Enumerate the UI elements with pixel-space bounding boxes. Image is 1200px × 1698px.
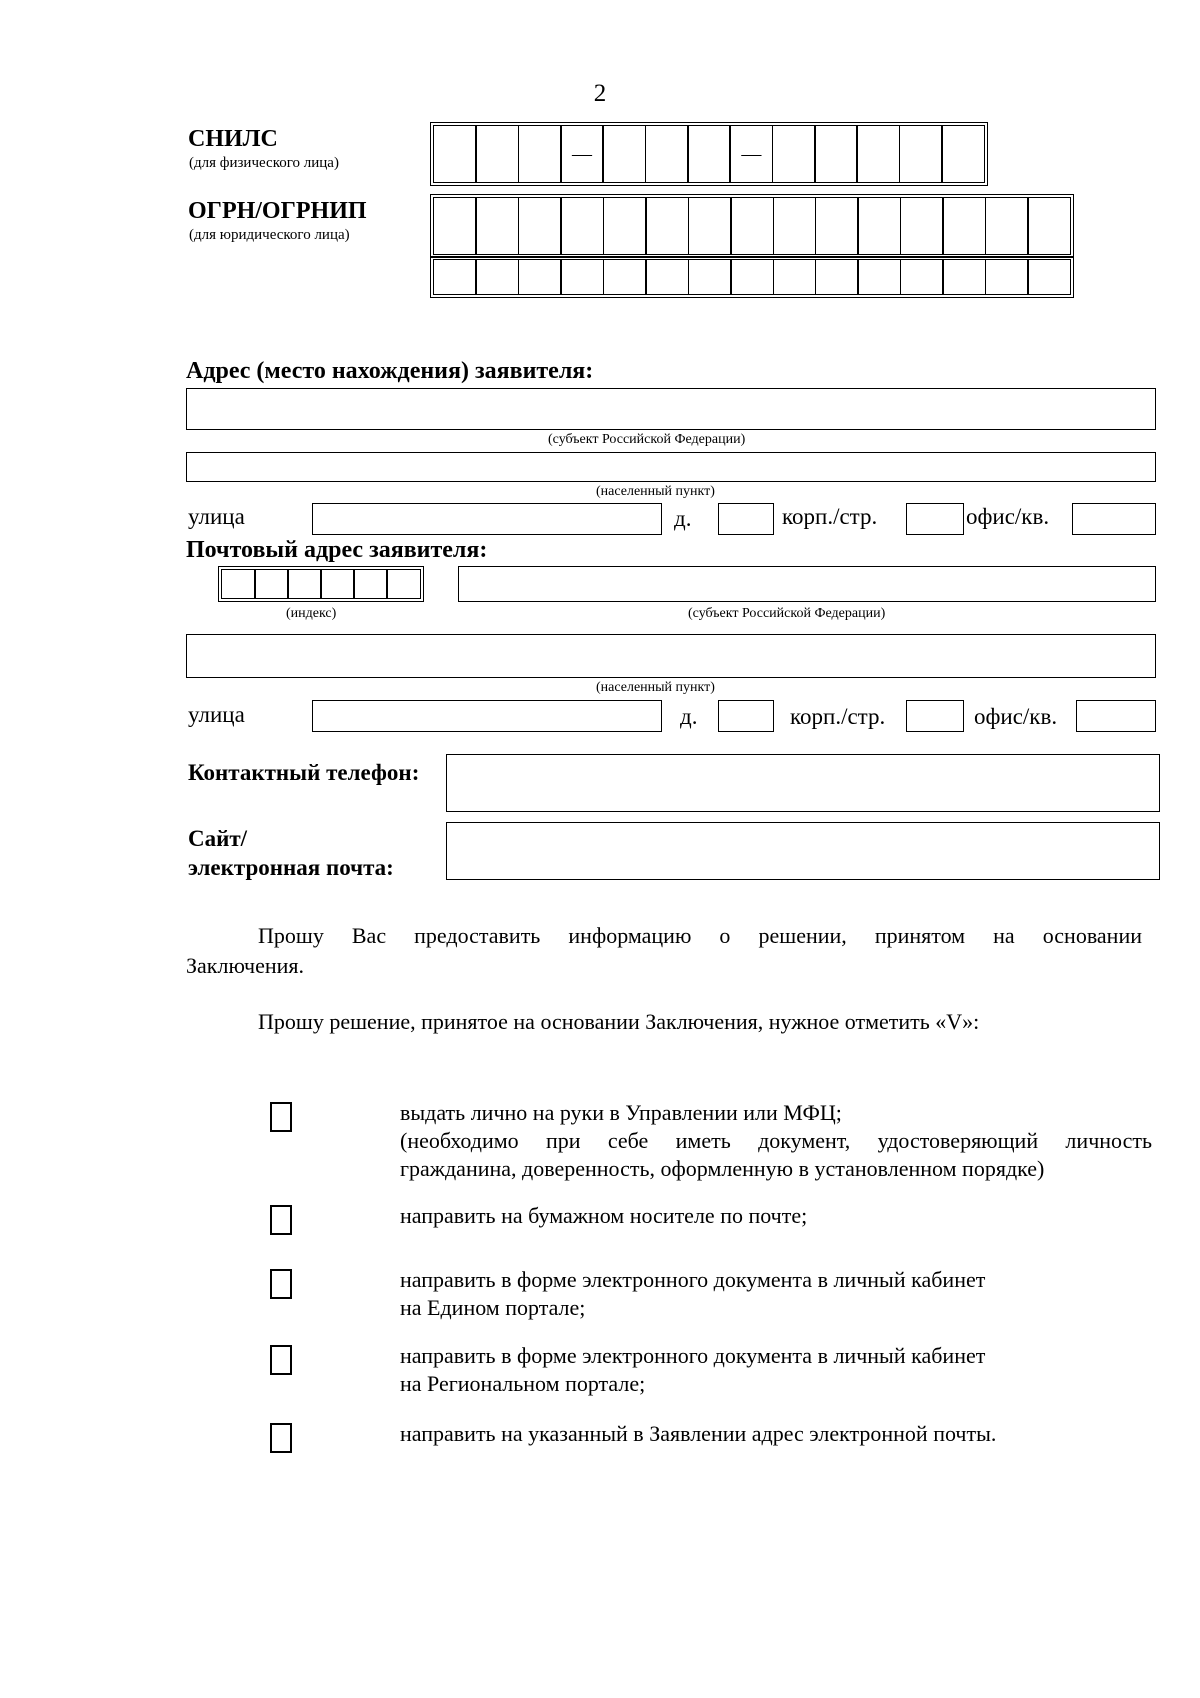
option-regional-portal-line-2: на Региональном портале; <box>400 1371 646 1396</box>
ogrn-row-1-cell[interactable] <box>730 197 774 255</box>
address-heading: Адрес (место нахождения) заявителя: <box>186 358 594 384</box>
postal-index-cell[interactable] <box>353 569 388 599</box>
address-office-label: офис/кв. <box>966 504 1050 529</box>
ogrn-grid-row-1[interactable] <box>430 194 1074 258</box>
address-locality-field[interactable] <box>186 452 1156 482</box>
option-in-person-checkbox[interactable] <box>270 1102 292 1132</box>
postal-street-label: улица <box>188 702 245 727</box>
snils-cell[interactable] <box>856 125 900 183</box>
ogrn-row-2-cell[interactable] <box>433 259 477 295</box>
snils-cell[interactable] <box>814 125 858 183</box>
address-street-label: улица <box>188 504 245 529</box>
ogrn-row-1-cell[interactable] <box>560 197 604 255</box>
ogrn-row-2-cell[interactable] <box>985 259 1029 295</box>
ogrn-title: ОГРН/ОГРНИП <box>188 198 367 224</box>
request-paragraph-2: Прошу решение, принятое на основании Заключения, нужное отметить «V»: <box>258 1009 980 1034</box>
address-subject-field[interactable] <box>186 388 1156 430</box>
page-number: 2 <box>593 80 607 107</box>
postal-index-cell[interactable] <box>386 569 421 599</box>
ogrn-row-1-cell[interactable] <box>1027 197 1071 255</box>
request-paragraph-1-line-1: Прошу Вас предоставить информацию о решении, принятом на основании <box>258 923 1142 948</box>
snils-cell[interactable]: — <box>560 125 604 183</box>
ogrn-row-2-cell[interactable] <box>900 259 944 295</box>
address-building-field[interactable] <box>906 503 964 535</box>
ogrn-row-1-cell[interactable] <box>985 197 1029 255</box>
postal-locality-field[interactable] <box>186 634 1156 678</box>
snils-subtitle: (для физического лица) <box>189 155 339 171</box>
address-street-field[interactable] <box>312 503 662 535</box>
ogrn-subtitle: (для юридического лица) <box>189 227 350 243</box>
option-in-person-line-2: (необходимо при себе иметь документ, удостоверяющий личность <box>400 1128 1152 1153</box>
site-label-line-2: электронная почта: <box>188 855 394 880</box>
ogrn-row-2-cell[interactable] <box>560 259 604 295</box>
postal-index-cell[interactable] <box>221 569 256 599</box>
option-email-text: направить на указанный в Заявлении адрес электронной почты. <box>400 1421 997 1446</box>
postal-street-field[interactable] <box>312 700 662 732</box>
snils-cell[interactable] <box>899 125 943 183</box>
postal-house-label: д. <box>680 704 698 729</box>
ogrn-row-2-cell[interactable] <box>603 259 647 295</box>
address-office-field[interactable] <box>1072 503 1156 535</box>
postal-index-hint: (индекс) <box>286 606 337 621</box>
option-email-checkbox[interactable] <box>270 1423 292 1453</box>
option-unified-portal-line-1: направить в форме электронного документа в личный кабинет <box>400 1267 986 1292</box>
ogrn-row-1-cell[interactable] <box>603 197 647 255</box>
address-subject-hint: (субъект Российской Федерации) <box>548 432 746 447</box>
site-email-field[interactable] <box>446 822 1160 880</box>
option-unified-portal-line-2: на Едином портале; <box>400 1295 586 1320</box>
ogrn-grid-row-2[interactable] <box>430 256 1074 298</box>
option-regional-portal-line-1: направить в форме электронного документа в личный кабинет <box>400 1343 986 1368</box>
phone-label: Контактный телефон: <box>188 760 420 785</box>
ogrn-row-2-cell[interactable] <box>645 259 689 295</box>
postal-office-label: офис/кв. <box>974 704 1058 729</box>
address-house-label: д. <box>674 506 692 531</box>
request-paragraph-1-line-2: Заключения. <box>186 953 305 978</box>
postal-index-cell[interactable] <box>254 569 289 599</box>
snils-grid[interactable] <box>430 122 988 186</box>
ogrn-row-2-cell[interactable] <box>730 259 774 295</box>
ogrn-row-1-cell[interactable] <box>688 197 732 255</box>
ogrn-row-1-cell[interactable] <box>815 197 859 255</box>
ogrn-row-2-cell[interactable] <box>1027 259 1071 295</box>
address-house-field[interactable] <box>718 503 774 535</box>
ogrn-row-2-cell[interactable] <box>518 259 562 295</box>
ogrn-row-2-cell[interactable] <box>773 259 817 295</box>
ogrn-row-2-cell[interactable] <box>857 259 901 295</box>
ogrn-row-1-cell[interactable] <box>942 197 986 255</box>
address-building-label: корп./стр. <box>782 504 878 529</box>
ogrn-row-1-cell[interactable] <box>433 197 477 255</box>
phone-field[interactable] <box>446 754 1160 812</box>
snils-cell[interactable] <box>941 125 985 183</box>
postal-index-grid[interactable] <box>218 566 424 602</box>
postal-locality-hint: (населенный пункт) <box>596 680 715 695</box>
ogrn-row-1-cell[interactable] <box>857 197 901 255</box>
snils-cell[interactable] <box>518 125 562 183</box>
ogrn-row-1-cell[interactable] <box>645 197 689 255</box>
snils-cell[interactable] <box>772 125 816 183</box>
option-unified-portal-checkbox[interactable] <box>270 1269 292 1299</box>
ogrn-row-1-cell[interactable] <box>518 197 562 255</box>
ogrn-row-2-cell[interactable] <box>475 259 519 295</box>
snils-cell[interactable] <box>645 125 689 183</box>
postal-subject-hint: (субъект Российской Федерации) <box>688 606 886 621</box>
snils-cell[interactable] <box>602 125 646 183</box>
ogrn-row-2-cell[interactable] <box>815 259 859 295</box>
snils-cell[interactable] <box>433 125 477 183</box>
option-paper-mail-checkbox[interactable] <box>270 1205 292 1235</box>
address-locality-hint: (населенный пункт) <box>596 484 715 499</box>
postal-office-field[interactable] <box>1076 700 1156 732</box>
option-in-person-line-3: гражданина, доверенность, оформленную в установленном порядке) <box>400 1156 1045 1181</box>
ogrn-row-1-cell[interactable] <box>900 197 944 255</box>
postal-index-cell[interactable] <box>320 569 355 599</box>
postal-index-cell[interactable] <box>287 569 322 599</box>
snils-cell[interactable] <box>687 125 731 183</box>
postal-heading: Почтовый адрес заявителя: <box>186 537 488 563</box>
postal-building-label: корп./стр. <box>790 704 886 729</box>
ogrn-row-1-cell[interactable] <box>475 197 519 255</box>
ogrn-row-1-cell[interactable] <box>773 197 817 255</box>
option-paper-mail-text: направить на бумажном носителе по почте; <box>400 1203 808 1228</box>
ogrn-row-2-cell[interactable] <box>688 259 732 295</box>
ogrn-row-2-cell[interactable] <box>942 259 986 295</box>
snils-title: СНИЛС <box>188 126 278 152</box>
postal-building-field[interactable] <box>906 700 964 732</box>
postal-subject-field[interactable] <box>458 566 1156 602</box>
site-label-line-1: Сайт/ <box>188 826 248 851</box>
option-in-person-line-1: выдать лично на руки в Управлении или МФЦ; <box>400 1100 842 1125</box>
option-regional-portal-checkbox[interactable] <box>270 1345 292 1375</box>
postal-house-field[interactable] <box>718 700 774 732</box>
snils-cell[interactable] <box>475 125 519 183</box>
snils-cell[interactable]: — <box>729 125 773 183</box>
